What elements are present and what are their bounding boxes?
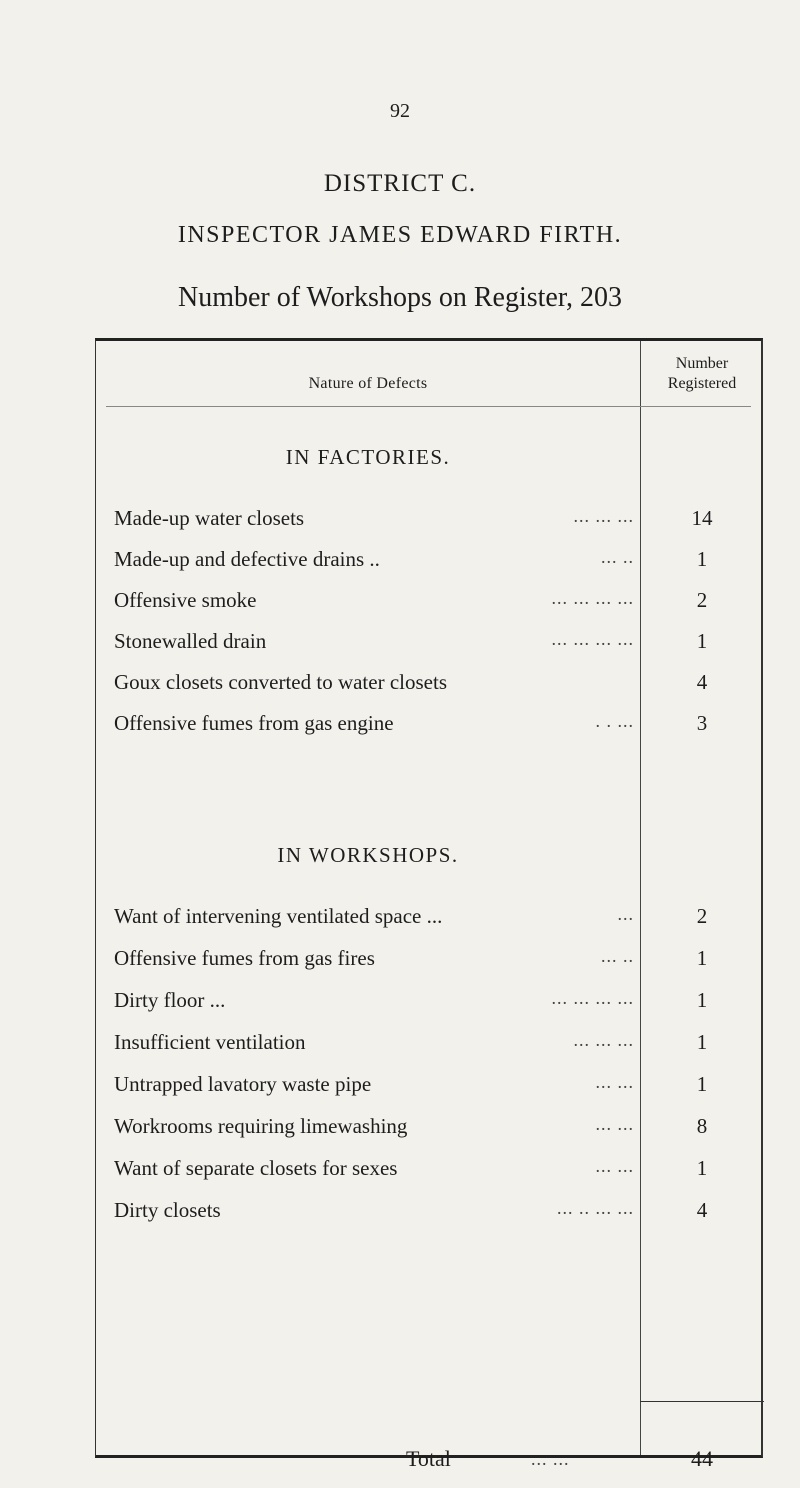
header-number-line2: Registered [667,375,737,392]
number-registered: 1 [696,946,708,970]
table-row [96,506,764,546]
total-leader-dots: ... ... [531,1449,570,1469]
total-label: Total [406,1446,451,1471]
table-row [96,1072,764,1112]
table-row [96,946,764,986]
leader-dots: ... ... ... ... [551,629,634,649]
defect-label: Untrapped lavatory waste pipe [114,1072,372,1096]
total-rule [640,1401,764,1402]
defect-label: Offensive fumes from gas engine [114,711,394,735]
defect-label: Stonewalled drain [114,629,267,653]
number-registered: 1 [696,547,708,571]
number-registered: 1 [696,1156,708,1180]
register-line: Number of Workshops on Register, 203 [177,282,623,313]
number-registered: 4 [696,670,708,694]
total-value: 44 [691,1446,713,1471]
defect-label: Workrooms requiring limewashing [114,1114,408,1138]
number-registered: 1 [696,1030,708,1054]
number-registered: 1 [696,1072,708,1096]
table-row [96,670,764,710]
factories-section-title: IN FACTORIES. [285,445,451,469]
table-row [96,988,764,1028]
defects-table [95,338,763,1471]
header-number-registered [640,354,764,394]
number-registered: 2 [696,588,708,612]
header-number-line1: Number [675,355,729,372]
defect-label: Made-up and defective drains .. [114,547,380,571]
number-registered: 1 [696,629,708,653]
defect-label: Offensive fumes from gas fires [114,946,375,970]
table-row [96,1030,764,1070]
table-row [96,904,764,944]
defect-label: Want of intervening ventilated space ... [114,904,443,928]
table-row [96,588,764,628]
number-registered: 4 [696,1198,708,1222]
table-row [96,711,764,751]
defect-label: Offensive smoke [114,588,257,612]
defect-label: Goux closets converted to water closets [114,670,447,694]
table-row [96,1114,764,1154]
leader-dots: ... .. [601,547,634,567]
leader-dots: ... ... [595,1114,634,1134]
leader-dots: ... ... ... [573,506,634,526]
header-rule [106,406,751,407]
table-row [96,547,764,587]
workshops-section-title: IN WORKSHOPS. [277,843,459,867]
defect-label: Dirty floor ... [114,988,226,1012]
defect-label: Made-up water closets [114,506,305,530]
number-registered: 14 [691,506,713,530]
defect-label: Insufficient ventilation [114,1030,306,1054]
leader-dots: ... .. [601,946,634,966]
table-row [96,1198,764,1238]
number-registered: 2 [696,904,708,928]
leader-dots: ... ... [595,1072,634,1092]
leader-dots: ... .. ... ... [557,1198,634,1218]
table-row [96,1156,764,1196]
number-registered: 1 [696,988,708,1012]
leader-dots: . . ... [595,711,634,731]
leader-dots: ... ... [595,1156,634,1176]
leader-dots: ... ... ... ... [551,588,634,608]
leader-dots: ... [617,904,634,924]
number-registered: 8 [696,1114,708,1138]
district-heading: DISTRICT C. [323,170,477,197]
defect-label: Dirty closets [114,1198,221,1222]
number-registered: 3 [696,711,708,735]
leader-dots: ... ... ... [573,1030,634,1050]
page-number: 92 [390,100,410,122]
defect-label: Want of separate closets for sexes [114,1156,398,1180]
header-nature-of-defects: Nature of Defects [308,375,428,392]
table-row [96,629,764,669]
inspector-heading: INSPECTOR JAMES EDWARD FIRTH. [177,222,623,248]
leader-dots: ... ... ... ... [551,988,634,1008]
